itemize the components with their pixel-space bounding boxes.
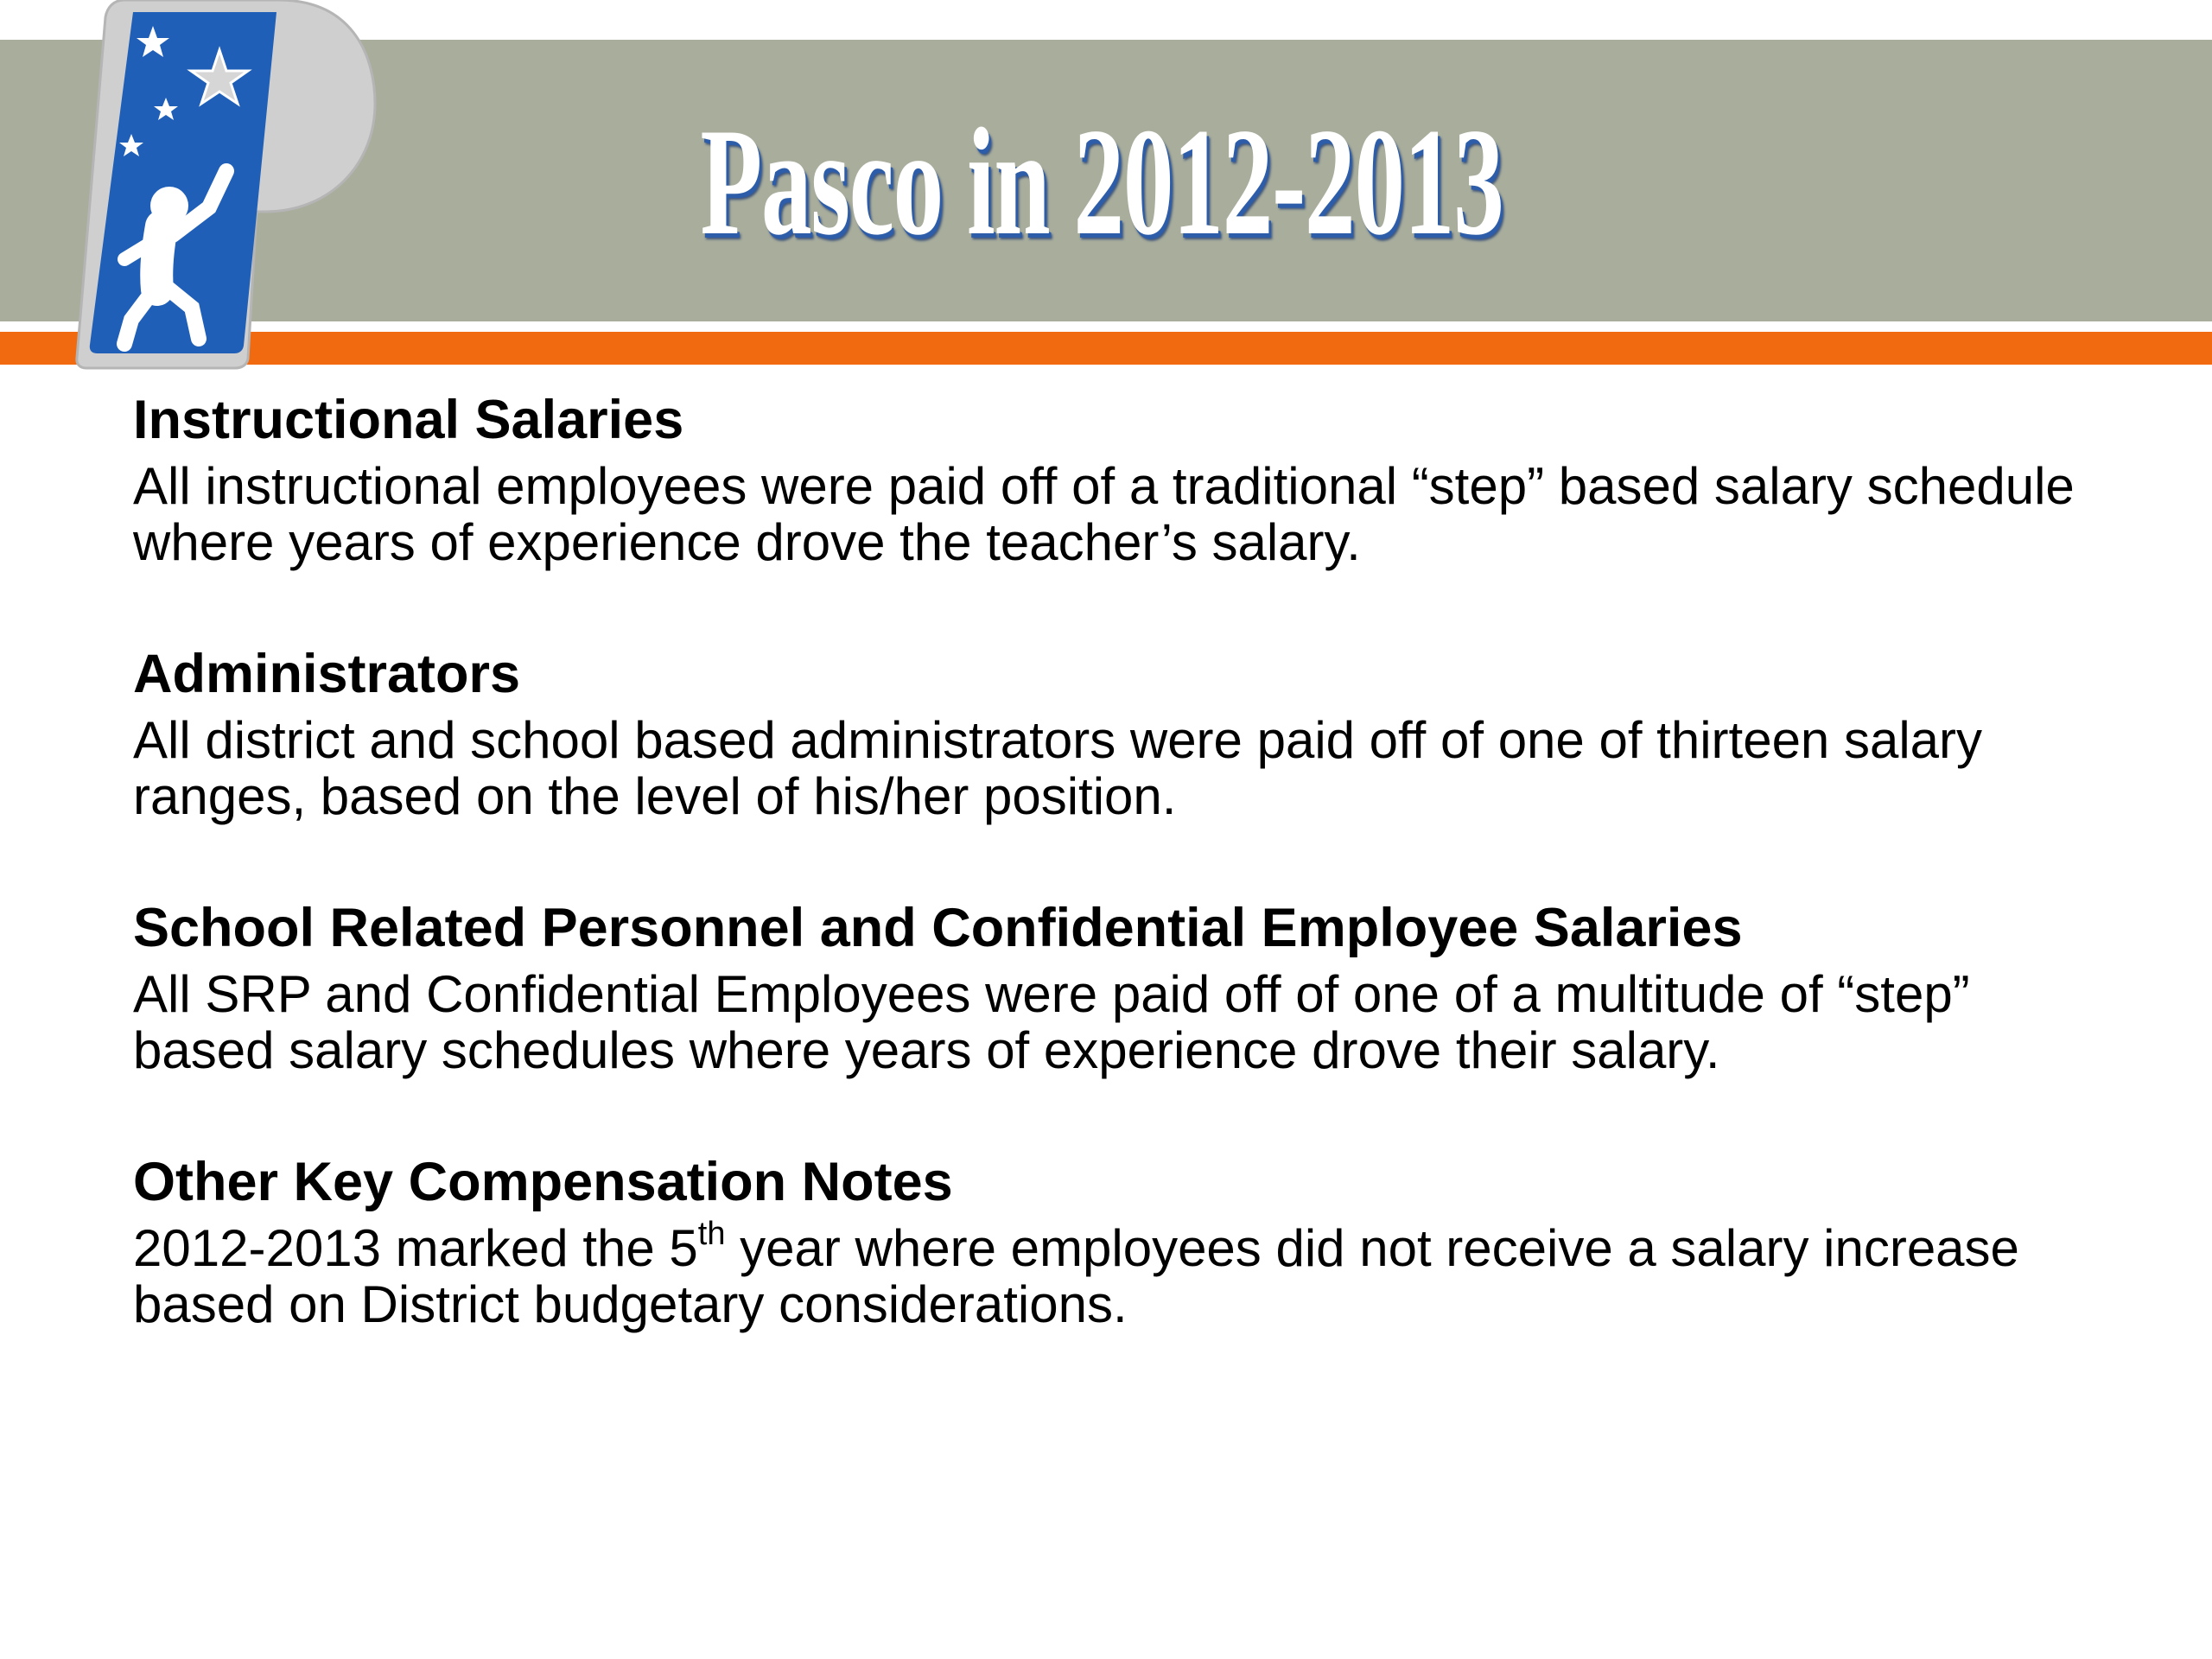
pasco-logo [71, 0, 382, 372]
section-body: All instructional employees were paid off of a traditional “step” based salary schedule where years of experience drove the teacher’s salary. [133, 457, 2075, 571]
section-heading: School Related Personnel and Confidential Employee Salaries [133, 898, 1743, 958]
section-instructional-salaries [133, 385, 2120, 570]
section-administrators [133, 639, 2120, 824]
section-body: All district and school based administrators were paid off of one of thirteen salary ranges, based on the level of his/her position. [133, 711, 1983, 825]
section-body [133, 1216, 2120, 1333]
section-heading: Instructional Salaries [133, 390, 684, 450]
body-prefix: 2012-2013 marked the 5 [133, 1219, 698, 1277]
section-other-notes [133, 1147, 2120, 1332]
content-area [133, 385, 2120, 1402]
slide-title: Pasco in 2012-2013 [700, 96, 1503, 267]
section-heading: Other Key Compensation Notes [133, 1152, 953, 1212]
section-srp-confidential [133, 893, 2120, 1078]
section-body: All SRP and Confidential Employees were paid off of one of a multitude of “step” based salary schedules where years of experience drove their salary. [133, 965, 1970, 1079]
body-suffix: year where employees did not receive a salary increase based on District budgetary considerations. [133, 1219, 2019, 1333]
ordinal-superscript: th [697, 1216, 726, 1252]
section-heading: Administrators [133, 644, 521, 704]
